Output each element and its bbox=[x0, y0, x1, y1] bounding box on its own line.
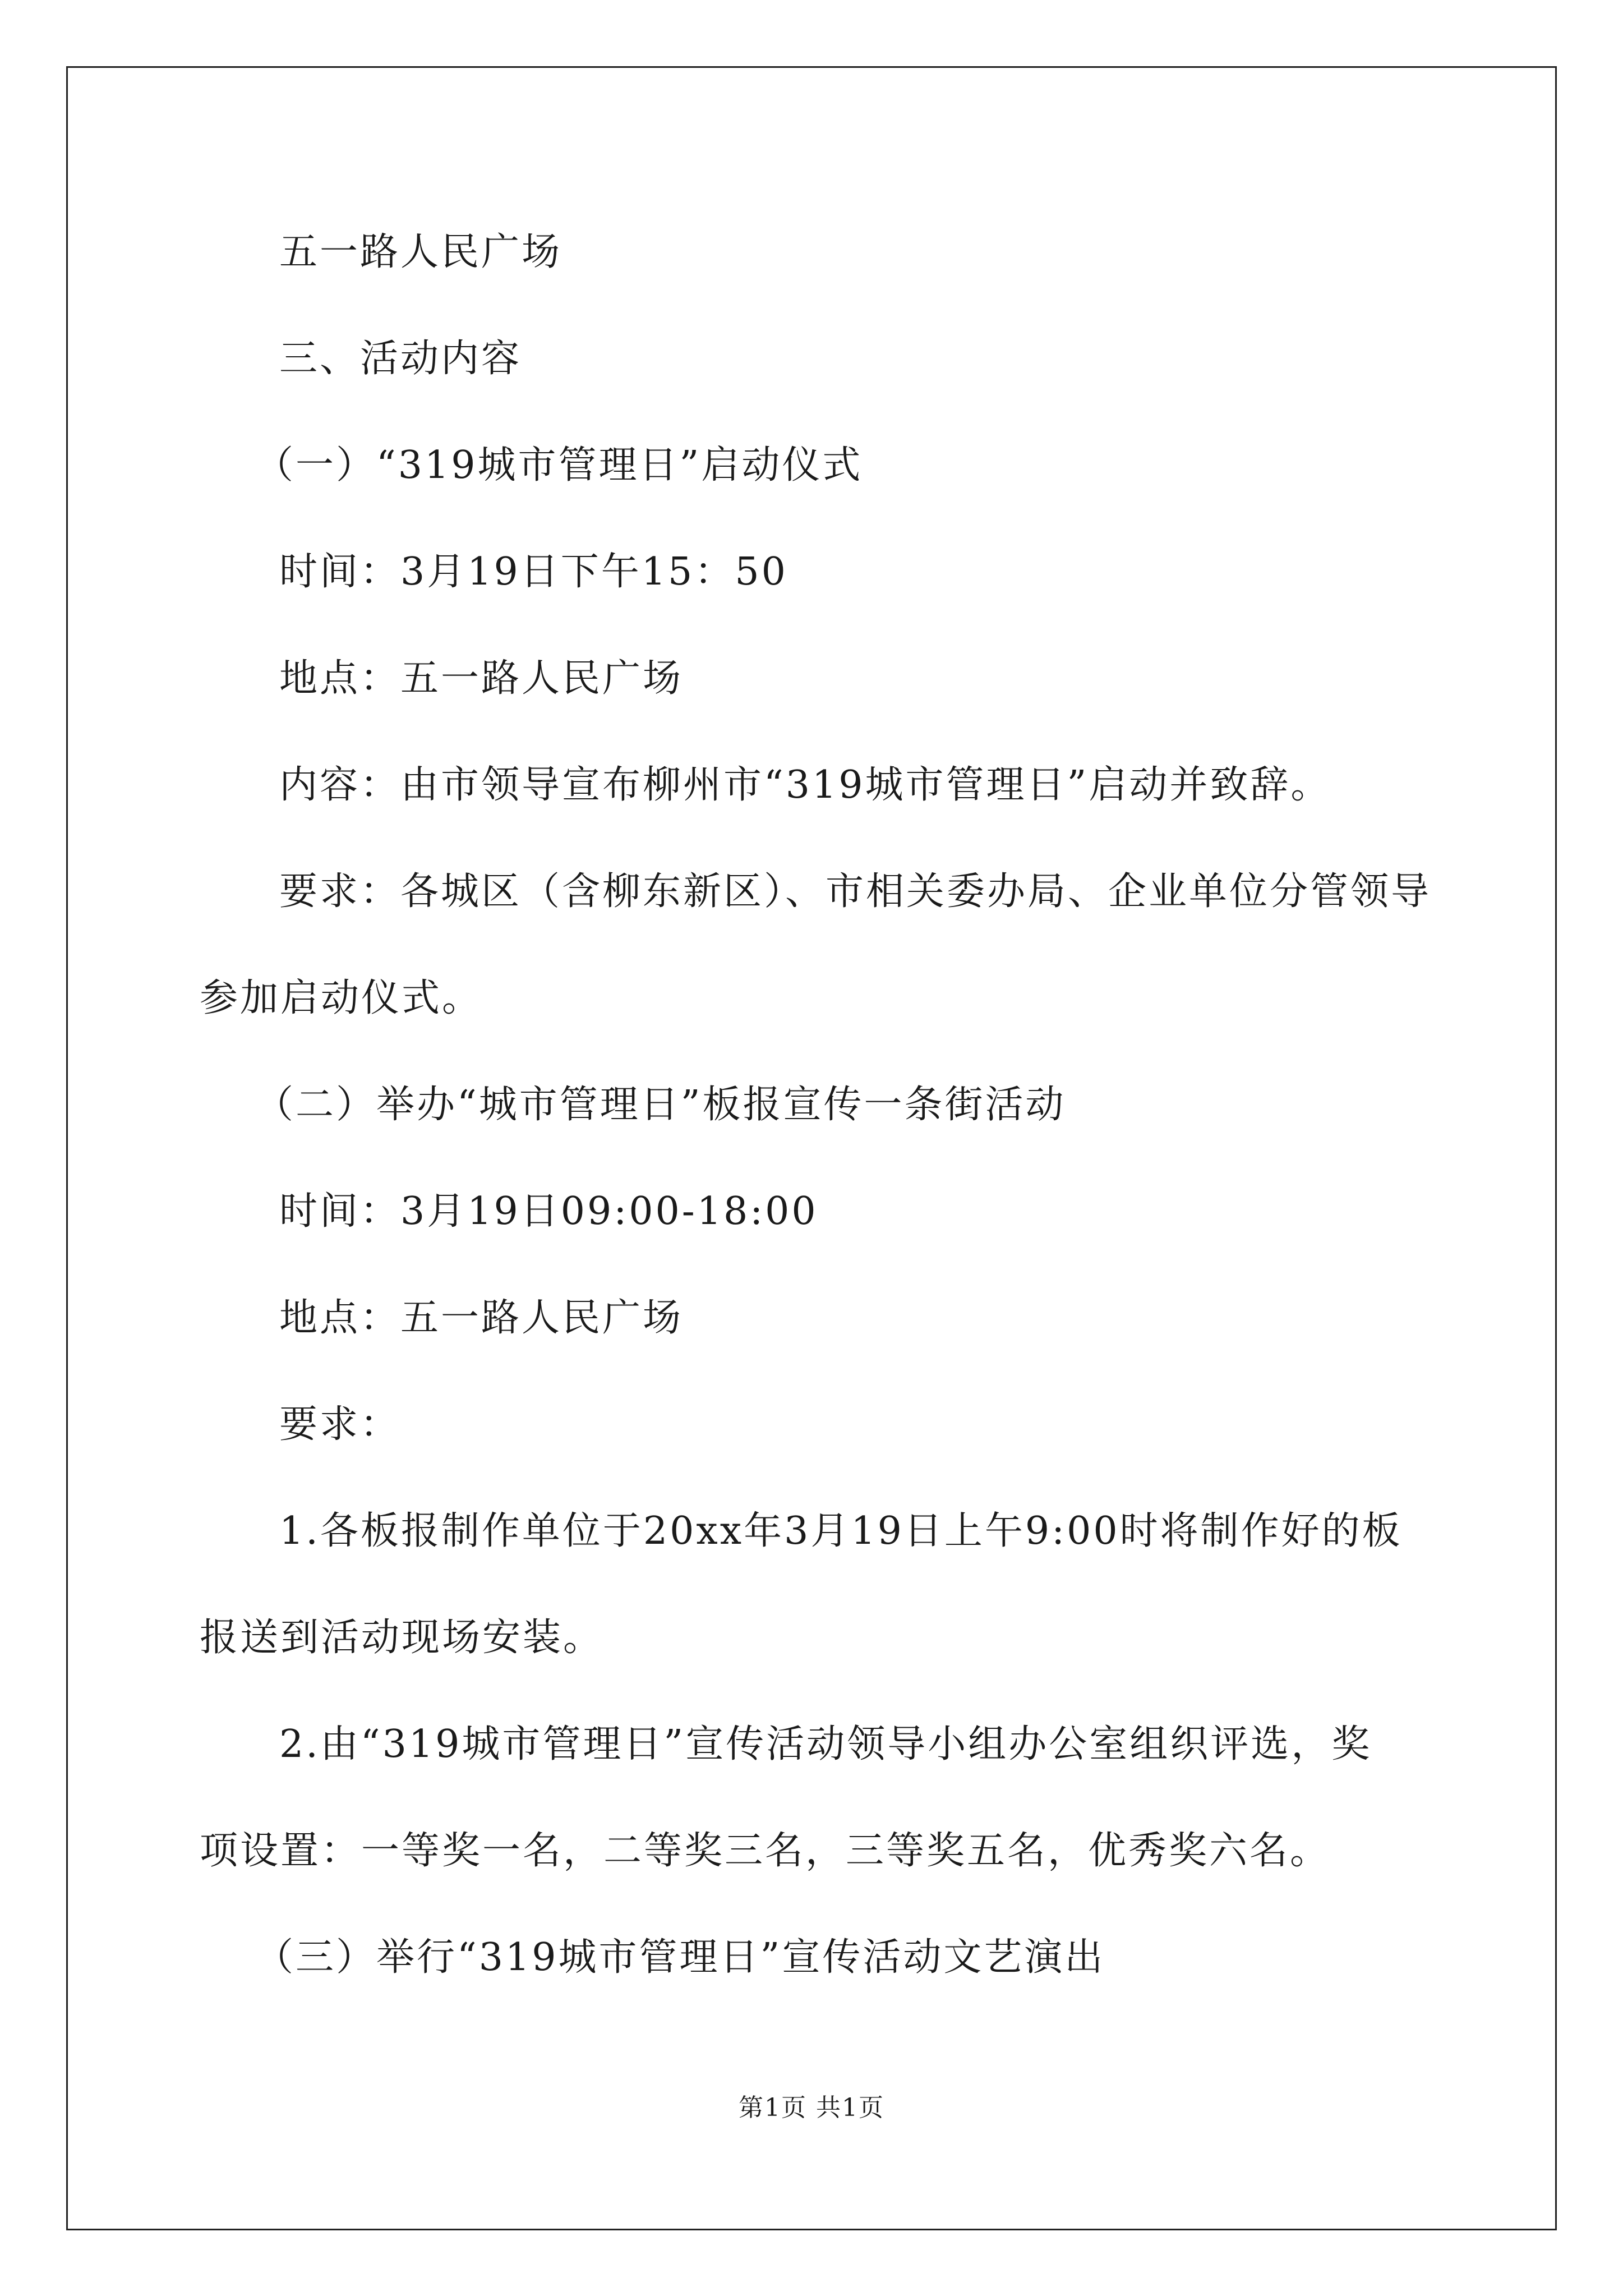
subheading-launch-ceremony: （一）“319城市管理日”启动仪式 bbox=[255, 443, 863, 487]
list-item-1: 1.各板报制作单位于20xx年3月19日上午9:00时将制作好的板 bbox=[279, 1509, 1403, 1553]
text-line-ceremony-content: 内容：由市领导宣布柳州市“319城市管理日”启动并致辞。 bbox=[279, 763, 1331, 807]
subheading-performance: （三）举行“319城市管理日”宣传活动文艺演出 bbox=[255, 1935, 1105, 1980]
text-line-board-requirements-label: 要求： bbox=[279, 1402, 401, 1447]
page-border bbox=[66, 66, 1557, 2230]
subheading-board-campaign: （二）举办“城市管理日”板报宣传一条街活动 bbox=[255, 1083, 1066, 1127]
text-line-board-time: 时间：3月19日09:00-18:00 bbox=[279, 1189, 818, 1234]
text-line-ceremony-time: 时间：3月19日下午15：50 bbox=[279, 550, 788, 594]
text-line-ceremony-requirement: 要求：各城区（含柳东新区）、市相关委办局、企业单位分管领导 bbox=[279, 869, 1432, 914]
list-item-2: 2.由“319城市管理日”宣传活动领导小组办公室组织评选，奖 bbox=[279, 1722, 1372, 1766]
text-line-ceremony-location: 地点：五一路人民广场 bbox=[279, 656, 684, 701]
text-line-board-location: 地点：五一路人民广场 bbox=[279, 1296, 684, 1340]
section-heading-activity-content: 三、活动内容 bbox=[279, 337, 522, 381]
list-item-2-cont: 项设置：一等奖一名，二等奖三名，三等奖五名，优秀奖六名。 bbox=[200, 1829, 1331, 1873]
list-item-1-cont: 报送到活动现场安装。 bbox=[200, 1616, 604, 1660]
page-footer: 第1页 共1页 bbox=[739, 2093, 884, 2122]
text-line-ceremony-requirement-cont: 参加启动仪式。 bbox=[200, 976, 483, 1020]
text-line-venue: 五一路人民广场 bbox=[279, 230, 562, 274]
